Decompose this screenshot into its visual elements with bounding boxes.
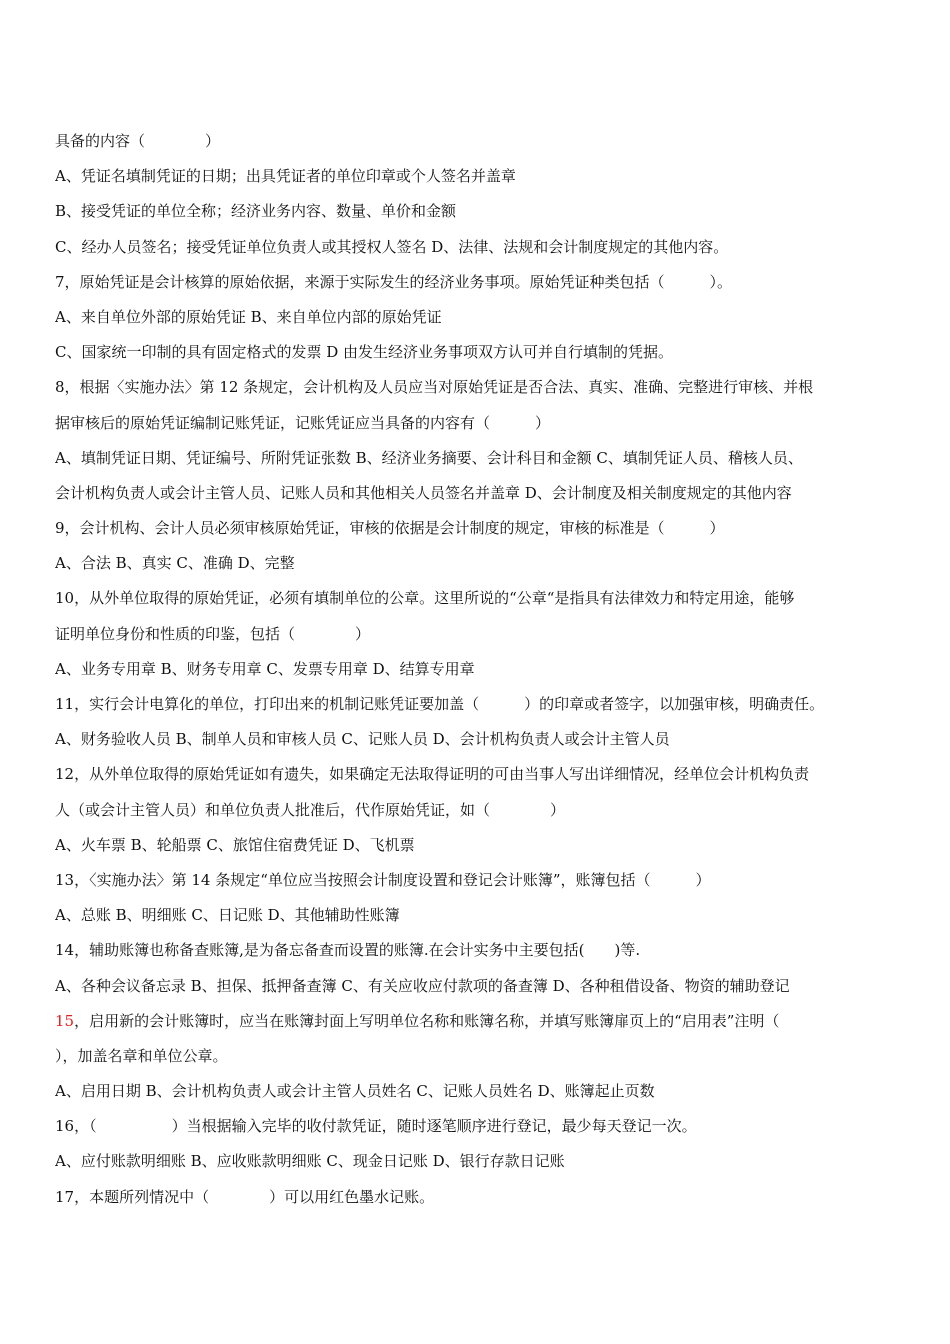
question-11: 11，实行会计电算化的单位，打印出来的机制记账凭证要加盖（ ）的印章或者签字，以加强审核，明确责任。 [55,695,825,713]
text-line: A、填制凭证日期、凭证编号、所附凭证张数 B、经济业务摘要、会计科目和金额 C、填制凭证人员、稽核人员、 [55,448,803,467]
text-line: A、火车票 B、轮船票 C、旅馆住宿费凭证 D、飞机票 [55,835,415,854]
text-line: A、财务验收人员 B、制单人员和审核人员 C、记账人员 D、会计机构负责人或会计主管人员 [55,730,670,749]
question-7: 7，原始凭证是会计核算的原始依据，来源于实际发生的经济业务事项。原始凭证种类包括（ ）。 [55,272,733,291]
text-line: 据审核后的原始凭证编制记账凭证，记账凭证应当具备的内容有（ ） [55,413,551,432]
text-line: A、凭证名填制凭证的日期；出具凭证者的单位印章或个人签名并盖章 [55,167,516,186]
text-line: B、接受凭证的单位全称；经济业务内容、数量、单价和金额 [55,202,457,221]
question-16: 16，（ ）当根据输入完毕的收付款凭证，随时逐笔顺序进行登记，最少每天登记一次。 [55,1117,697,1136]
question-15 [55,1004,900,1039]
text-line: ），加盖名章和单位公章。 [55,1046,228,1065]
text-line: A、合法 B、真实 C、准确 D、完整 [55,554,295,573]
question-15-text: ，启用新的会计账簿时，应当在账簿封面上写明单位名称和账簿名称，并填写账簿扉页上的“启用表”注明（ [74,1011,780,1030]
question-9: 9，会计机构、会计人员必须审核原始凭证，审核的依据是会计制度的规定，审核的标准是（ ） [55,519,725,538]
text-line: 人（或会计主管人员）和单位负责人批准后，代作原始凭证，如（ ） [55,800,566,819]
text-line: 会计机构负责人或会计主管人员、记账人员和其他相关人员签名并盖章 D、会计制度及相关制度规定的其他内容 [55,483,792,502]
text-line: C、国家统一印制的具有固定格式的发票 D 由发生经济业务事项双方认可并自行填制的凭据。 [55,343,674,362]
text-line: A、业务专用章 B、财务专用章 C、发票专用章 D、结算专用章 [55,659,475,678]
question-8: 8，根据〈实施办法〉第 12 条规定，会计机构及人员应当对原始凭证是否合法、真实、准确、完整进行审核、并根 [55,378,814,397]
text-line: 证明单位身份和性质的印鉴，包括（ ） [55,624,371,643]
text-line: A、应付账款明细账 B、应收账款明细账 C、现金日记账 D、银行存款日记账 [55,1152,565,1171]
text-line: A、启用日期 B、会计机构负责人或会计主管人员姓名 C、记账人员姓名 D、账簿起止页数 [55,1082,655,1101]
question-12: 12，从外单位取得的原始凭证如有遗失，如果确定无法取得证明的可由当事人写出详细情况，经单位会计机构负责 [55,765,810,784]
text-line: A、来自单位外部的原始凭证 B、来自单位内部的原始凭证 [55,307,442,326]
text-line: A、总账 B、明细账 C、日记账 D、其他辅助性账簿 [55,906,400,925]
question-14: 14，辅助账簿也称备查账簿,是为备忘备查而设置的账簿.在会计实务中主要包括( )等. [55,941,641,960]
text-line: 具备的内容（ ） [55,132,221,150]
text-line: C、经办人员签名；接受凭证单位负责人或其授权人签名 D、法律、法规和会计制度规定的其他内容。 [55,237,729,256]
question-13: 13，〈实施办法〉第 14 条规定“单位应当按照会计制度设置和登记会计账簿”，账簿包括（ ） [55,870,711,889]
question-17: 17，本题所列情况中（ ）可以用红色墨水记账。 [55,1187,435,1206]
question-10: 10，从外单位取得的原始凭证，必须有填制单位的公章。这里所说的“公章“是指具有法律效力和特定用途，能够 [55,589,795,608]
document-body [55,124,900,1215]
question-15-number: 15 [55,1011,75,1030]
text-line: A、各种会议备忘录 B、担保、抵押备查簿 C、有关应收应付款项的备查簿 D、各种租借设备、物资的辅助登记 [55,976,790,995]
